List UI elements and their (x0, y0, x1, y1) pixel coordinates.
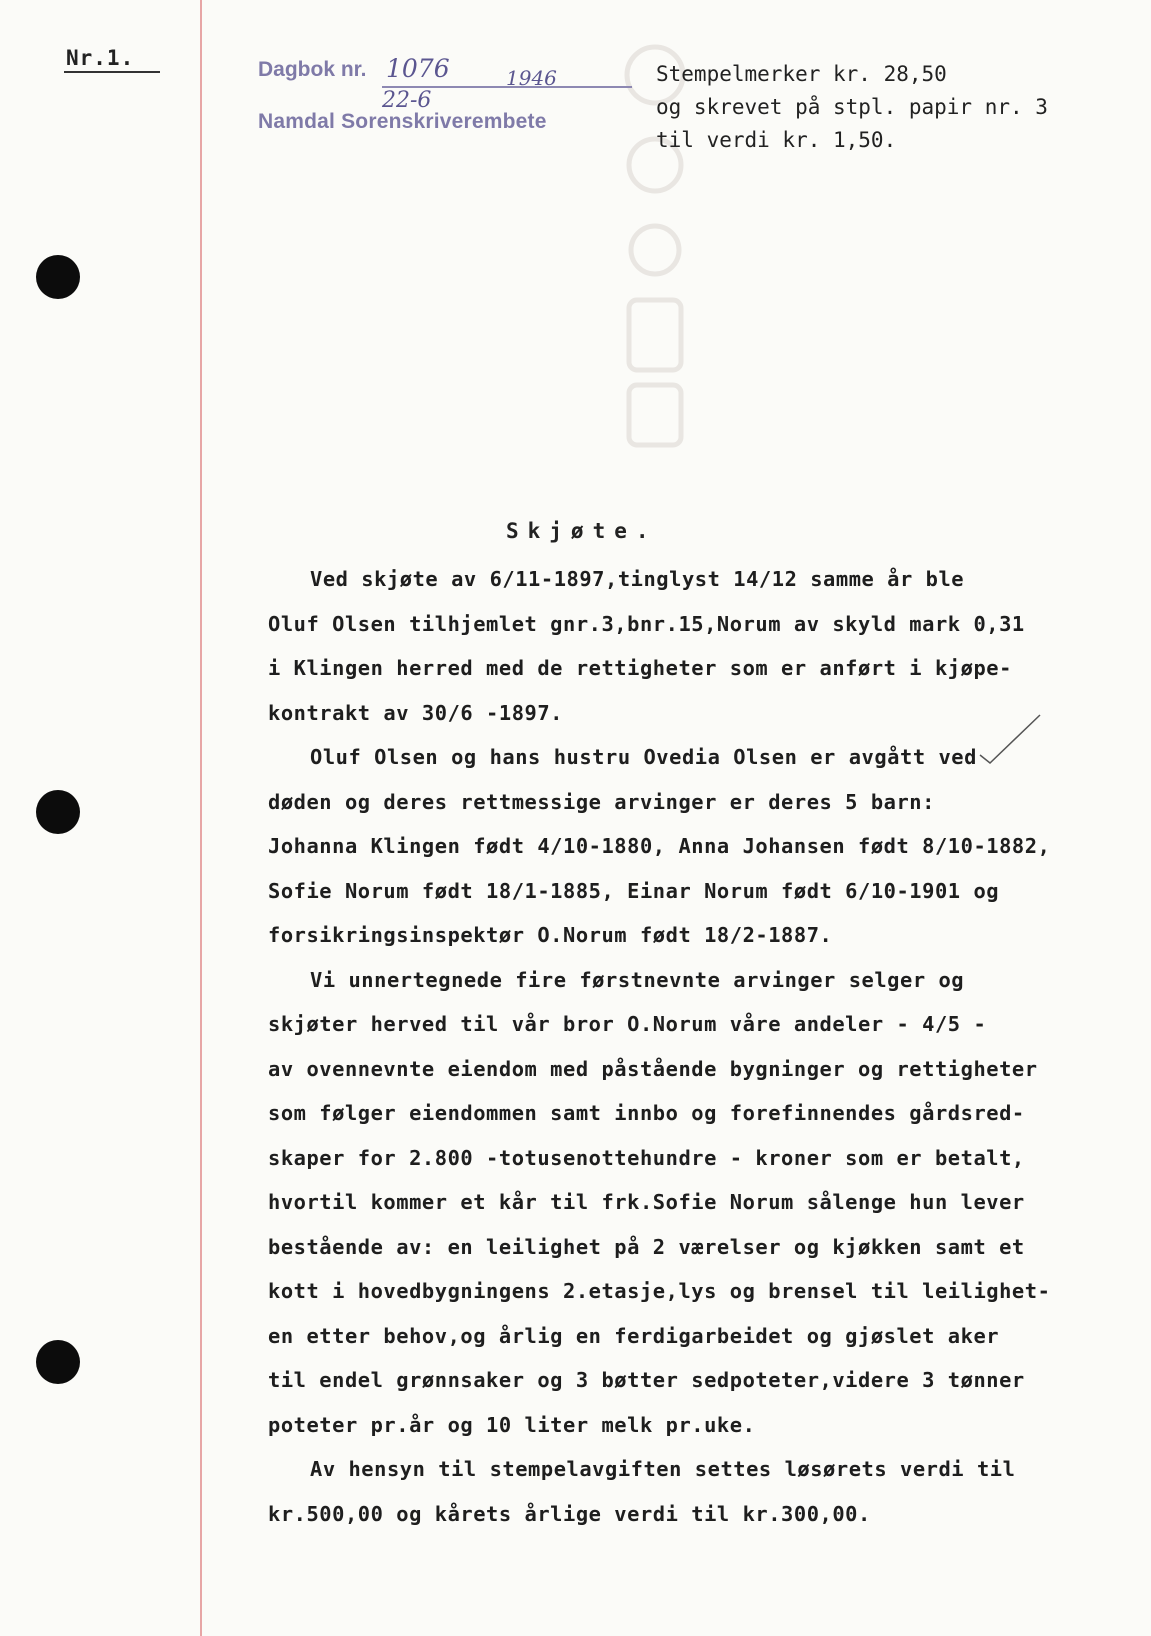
body-line: skjøter herved til vår bror O.Norum våre andeler - 4/5 - (268, 1012, 987, 1036)
body-line: hvortil kommer et kår til frk.Sofie Norum sålenge hun lever (268, 1190, 1025, 1214)
body-line: kott i hovedbygningens 2.etasje,lys og brensel til leilighet- (268, 1279, 1051, 1303)
body-line: kontrakt av 30/6 -1897. (268, 700, 564, 725)
stamp-note-line: Stempelmerker kr. 28,50 (656, 62, 947, 86)
punch-hole (36, 790, 80, 834)
punch-hole (36, 255, 80, 299)
body-line: bestående av: en leilighet på 2 værelser og kjøkken samt et (268, 1234, 1025, 1259)
body-line: av ovennevnte eiendom med påstående bygninger og rettigheter (268, 1056, 1038, 1081)
page-number-underline (64, 71, 160, 73)
dagbok-year: 1946 (506, 66, 557, 90)
body-line: Oluf Olsen og hans hustru Ovedia Olsen er avgått ved (310, 745, 977, 769)
punch-hole (36, 1340, 80, 1384)
registered-date: 22-6 (382, 88, 432, 113)
body-line: Sofie Norum født 18/1-1885, Einar Norum født 6/10-1901 og (268, 878, 1000, 903)
stamp-note (656, 58, 1048, 157)
body-line: poteter pr.år og 10 liter melk pr.uke. (268, 1412, 756, 1437)
document-title: Skjøte. (506, 519, 658, 543)
check-mark (978, 711, 1048, 771)
body-line: skaper for 2.800 -totusenottehundre - kroner som er betalt, (268, 1145, 1025, 1170)
body-line: Vi unnertegnede fire førstnevnte arvinger selger og (310, 967, 965, 992)
body-line: forsikringsinspektør O.Norum født 18/2-1887. (268, 923, 833, 947)
body-line: kr.500,00 og kårets årlige verdi til kr.300,00. (268, 1501, 871, 1526)
stamp-note-line: til verdi kr. 1,50. (656, 128, 897, 152)
dagbok-label: Dagbok nr. (258, 58, 367, 81)
margin-line (200, 0, 202, 1636)
body-line: Ved skjøte av 6/11-1897,tinglyst 14/12 samme år ble (310, 567, 965, 591)
body-line: en etter behov,og årlig en ferdigarbeidet og gjøslet aker (268, 1323, 1000, 1348)
body-line: til endel grønnsaker og 3 bøtter sedpoteter,videre 3 tønner (268, 1368, 1025, 1392)
body-line: som følger eiendommen samt innbo og forefinnendes gårdsred- (268, 1101, 1025, 1125)
body-line: Johanna Klingen født 4/10-1880, Anna Johansen født 8/10-1882, (268, 834, 1051, 858)
body-line: i Klingen herred med de rettigheter som er anført i kjøpe- (268, 656, 1012, 680)
stamp-note-line: og skrevet på stpl. papir nr. 3 (656, 95, 1048, 119)
office-name: Namdal Sorenskriverembete (258, 110, 547, 133)
dagbok-number: 1076 (386, 54, 450, 83)
body-line: døden og deres rettmessige arvinger er deres 5 barn: (268, 789, 935, 814)
document-body (268, 557, 1050, 1536)
page-number: Nr.1. (66, 46, 135, 70)
body-line: Oluf Olsen tilhjemlet gnr.3,bnr.15,Norum av skyld mark 0,31 (268, 611, 1025, 636)
body-line: Av hensyn til stempelavgiften settes løsørets verdi til (310, 1457, 1016, 1481)
